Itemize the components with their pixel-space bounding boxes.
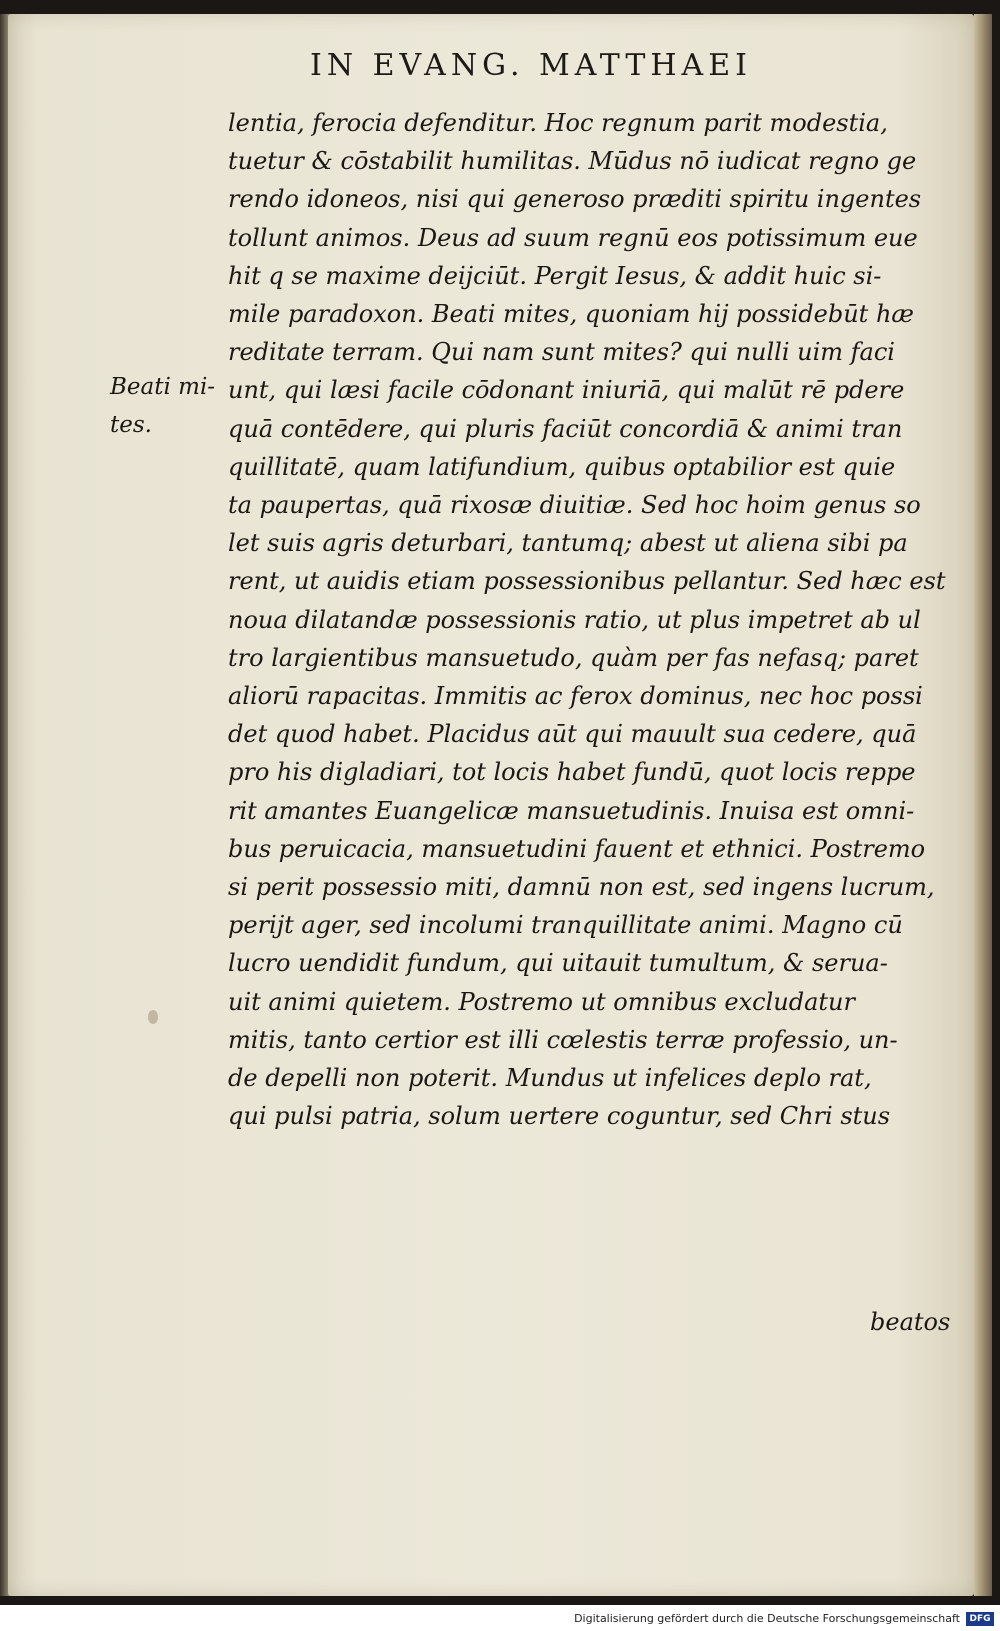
funding-credit: Digitalisierung gefördert durch die Deutsche Forschungsgemeinschaft xyxy=(574,1612,960,1625)
text-line: let suis agris deturbari, tantumq; abest ut aliena sibi pa xyxy=(228,529,908,558)
marginal-line: Beati mi- xyxy=(110,374,216,400)
text-line: noua dilatandæ possessionis ratio, ut plus impetret ab ul xyxy=(228,605,921,634)
catchword: beatos xyxy=(870,1308,951,1336)
marginal-line: tes. xyxy=(110,412,152,438)
text-line: pro his digladiari, tot locis habet fundū, quot locis reppe xyxy=(228,758,916,787)
dfg-logo-icon: DFG xyxy=(966,1612,994,1626)
text-line: rent, ut auidis etiam possessionibus pellantur. Sed hæc est xyxy=(228,567,946,596)
text-line: perijt ager, sed incolumi tranquillitate animi. Magno cū xyxy=(228,911,903,940)
digitization-footer xyxy=(0,1605,1000,1631)
text-line: ta paupertas, quā rixosæ diuitiæ. Sed hoc hoim genus so xyxy=(228,491,921,520)
paper-stain xyxy=(148,1010,158,1024)
text-line: mile paradoxon. Beati mites, quoniam hij possidebūt hæ xyxy=(228,300,914,329)
text-line: quā contēdere, qui pluris faciūt concordiā & animi tran xyxy=(228,414,903,443)
text-line: tollunt animos. Deus ad suum regnū eos potissimum eue xyxy=(228,223,918,252)
text-line: de depelli non poterit. Mundus ut infelices deplo rat, xyxy=(228,1064,872,1093)
text-line: rit amantes Euangelicæ mansuetudinis. Inuisa est omni- xyxy=(228,796,915,825)
main-text-block xyxy=(228,104,948,1135)
text-line: rendo idoneos, nisi qui generoso præditi spiritu ingentes xyxy=(228,185,922,214)
page-edge-shadow xyxy=(974,14,992,1596)
text-line: lentia, ferocia defenditur. Hoc regnum parit modestia, xyxy=(228,109,888,137)
text-line: qui pulsi patria, solum uertere coguntur, sed Chri stus xyxy=(228,1102,891,1131)
text-line: si perit possessio miti, damnū non est, sed ingens lucrum, xyxy=(228,873,935,902)
text-line: unt, qui læsi facile cōdonant iniuriā, qui malūt rē pdere xyxy=(228,376,905,405)
text-line: tuetur & cōstabilit humilitas. Mūdus nō iudicat regno ge xyxy=(228,147,917,176)
text-line: reditate terram. Qui nam sunt mites? qui nulli uim faci xyxy=(228,338,895,367)
text-line: lucro uendidit fundum, qui uitauit tumultum, & serua- xyxy=(228,949,888,978)
text-line: tro largientibus mansuetudo, quàm per fas nefasq; paret xyxy=(228,643,919,672)
text-line: uit animi quietem. Postremo ut omnibus excludatur xyxy=(228,987,855,1016)
text-line: bus peruicacia, mansuetudini fauent et ethnici. Postremo xyxy=(228,834,926,863)
marginal-note xyxy=(110,368,220,444)
text-line: hit q se maxime deijciūt. Pergit Iesus, & addit huic si- xyxy=(228,261,882,290)
text-line: aliorū rapacitas. Immitis ac ferox dominus, nec hoc possi xyxy=(228,682,923,711)
text-line: mitis, tanto certior est illi cœlestis terræ professio, un- xyxy=(228,1025,898,1054)
running-title: IN EVANG. MATTHAEI xyxy=(310,48,752,83)
text-line: det quod habet. Placidus aūt qui mauult sua cedere, quā xyxy=(228,720,917,749)
text-line: quillitatē, quam latifundium, quibus optabilior est quie xyxy=(228,452,896,481)
